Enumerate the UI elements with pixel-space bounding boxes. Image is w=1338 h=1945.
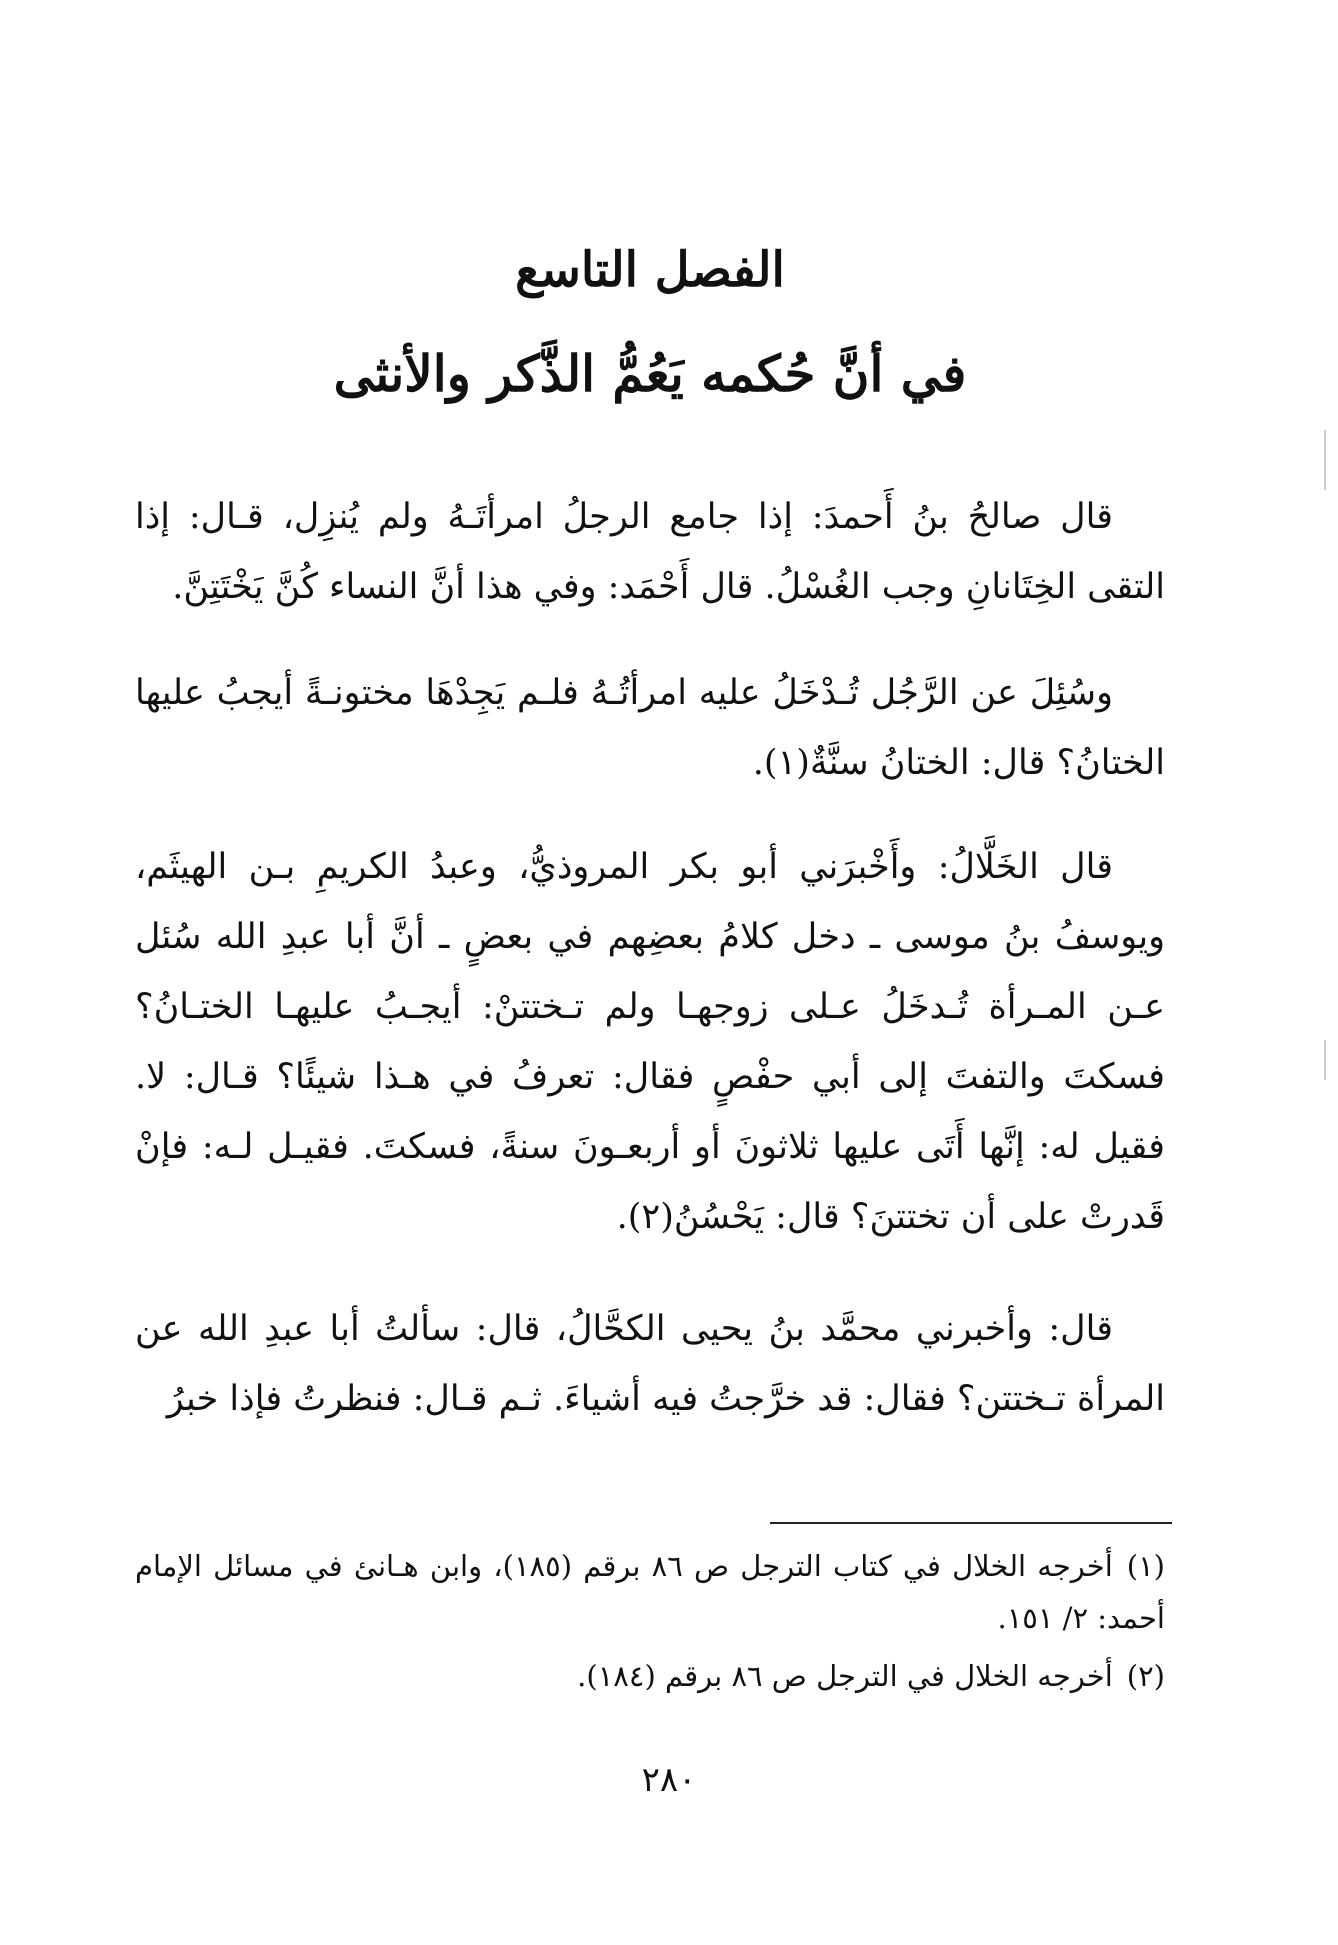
paragraph-2: وسُئِلَ عن الرَّجُل تُـدْخَلُ عليه امرأتُـهُ فلـم يَجِدْهَا مختونـةً أيجبُ عليها الختانُ؟ قال: الختانُ سنَّةٌ(١). xyxy=(135,673,1165,783)
scan-edge-mark-bottom xyxy=(1324,1040,1326,1080)
footnote-2-text: أخرجه الخلال في الترجل ص ٨٦ برقم (١٨٤). xyxy=(577,1659,1113,1693)
footnote-1-number: (١) xyxy=(1126,1549,1165,1583)
chapter-subtitle: في أنَّ حُكمه يَعُمُّ الذَّكر والأنثى xyxy=(333,344,967,403)
footnote-1 xyxy=(135,1540,1165,1644)
paragraph-4: قال: وأخبرني محمَّد بنُ يحيى الكحَّالُ، قال: سألتُ أبا عبدِ الله عن المرأة تـختتن؟ فقال: قد خرَّجتُ فيه أشياءَ. ثـم قـال: فنظرتُ فإذا خبرُ xyxy=(135,1309,1165,1419)
footnote-separator xyxy=(770,1522,1172,1524)
scan-edge-mark-top xyxy=(1324,430,1326,490)
footnote-2-number: (٢) xyxy=(1126,1659,1165,1693)
paragraph-1: قال صالحُ بنُ أَحمدَ: إذا جامع الرجلُ امرأتَـهُ ولم يُنزِل، قـال: إذا التقى الخِتَانانِ وجب الغُسْلُ. قال أَحْمَد: وفي هذا أنَّ النساء كُنَّ يَخْتَتِنَّ. xyxy=(135,497,1165,607)
footnote-2 xyxy=(135,1650,1165,1702)
paragraph-3: قال الخَلَّالُ: وأَخْبرَني أبو بكر المروذيُّ، وعبدُ الكريمِ بـن الهيثَم، ويوسفُ بنُ موسى ـ دخل كلامُ بعضِهم في بعضٍ ـ أنَّ أبا عبدِ الله سُئل عـن المـرأة تُـدخَلُ عـلى زوجهـا ولم تـختتنْ: أيجـبُ عليهـا الختـانُ؟ فسكتَ والتفتَ إلى أبي حفْصٍ فقال: تعرفُ في هـذا شيئًا؟ قـال: لا. فقيل له: إنَّها أَتَى عليها ثلاثونَ أو أربعـونَ سنةً، فسكتَ. فقيـل لـه: فإنْ قَدرتْ على أن تختتنَ؟ قال: يَحْسُنُ(٢). xyxy=(135,847,1165,1237)
chapter-title: الفصل التاسع xyxy=(515,242,785,298)
footnote-1-text: أخرجه الخلال في كتاب الترجل ص ٨٦ برقم (١٨٥)، وابن هـانئ في مسائل الإمام أحمد: ٢/ ١٥١. xyxy=(135,1549,1165,1635)
page-number: ٢٨٠ xyxy=(641,1760,697,1800)
footnotes xyxy=(135,1540,1165,1708)
